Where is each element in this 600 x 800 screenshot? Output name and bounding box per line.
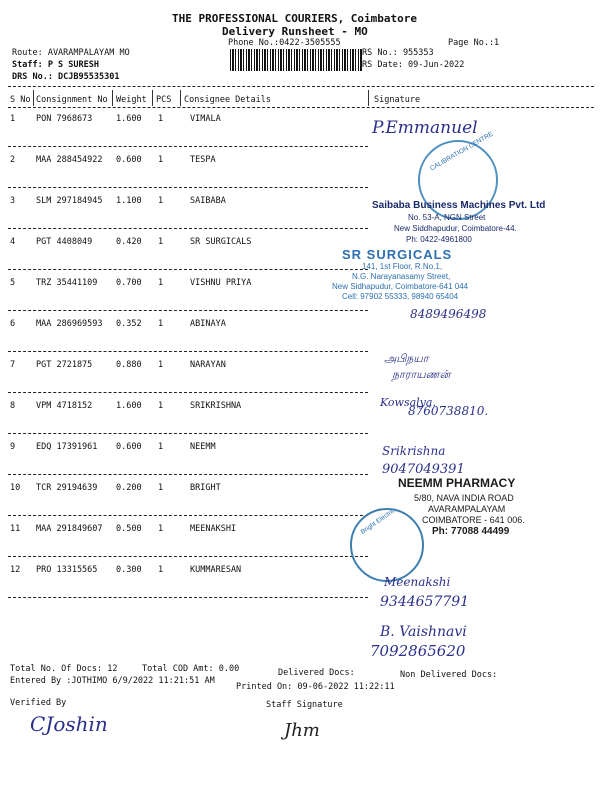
signature-row-5-phone: 8489496498 bbox=[410, 307, 487, 321]
row-divider bbox=[8, 433, 368, 434]
non-delivered-docs: Non Delivered Docs: bbox=[400, 670, 498, 680]
cell-consignment-no: MAA 288454922 bbox=[36, 155, 103, 165]
drs-number: DRS No.: DCJB95535301 bbox=[12, 72, 120, 82]
cell-weight: 0.300 bbox=[116, 565, 142, 575]
printed-on: Printed On: 09-06-2022 11:22:11 bbox=[236, 682, 395, 692]
total-docs: Total No. Of Docs: 12 bbox=[10, 664, 118, 674]
row-divider bbox=[8, 310, 368, 311]
cell-consignment-no: TCR 29194639 bbox=[36, 483, 98, 493]
saibaba-stamp-line: No. 53-A, NGN Street bbox=[408, 213, 486, 222]
signature-row-6: அபிநயா bbox=[384, 352, 429, 365]
col-consignment: Consignment No bbox=[36, 95, 108, 105]
neemm-stamp-title: NEEMM PHARMACY bbox=[398, 476, 516, 490]
cell-consignee: BRIGHT bbox=[190, 483, 221, 493]
cell-sno: 3 bbox=[10, 196, 16, 206]
cell-weight: 1.600 bbox=[116, 114, 142, 124]
cell-weight: 0.352 bbox=[116, 319, 142, 329]
row-divider bbox=[8, 228, 368, 229]
cell-sno: 10 bbox=[10, 483, 21, 493]
cell-weight: 1.600 bbox=[116, 401, 142, 411]
cell-sno: 5 bbox=[10, 278, 16, 288]
staff-signature-label: Staff Signature bbox=[266, 700, 343, 710]
row-divider bbox=[8, 556, 368, 557]
cell-pcs: 1 bbox=[158, 483, 164, 493]
col-sep bbox=[33, 90, 34, 106]
signature-row-8-phone: 9047049391 bbox=[382, 462, 465, 477]
signature-row-8: Srikrishna bbox=[382, 444, 446, 458]
cell-sno: 12 bbox=[10, 565, 21, 575]
staff-signature: Jhm bbox=[284, 720, 320, 741]
signature-row-11: Meenakshi bbox=[384, 575, 451, 589]
cell-pcs: 1 bbox=[158, 524, 164, 534]
row-divider bbox=[8, 187, 368, 188]
signature-row-7: Kowsalya. bbox=[380, 396, 436, 409]
cell-weight: 0.700 bbox=[116, 278, 142, 288]
route: Route: AVARAMPALAYAM MO bbox=[12, 48, 130, 58]
sr-surgicals-stamp-title: SR SURGICALS bbox=[342, 247, 453, 262]
cell-consignee: SRIKRISHNA bbox=[190, 401, 242, 411]
row-divider bbox=[8, 515, 368, 516]
verified-signature: CJoshin bbox=[30, 712, 108, 736]
rs-number: RS No.: 955353 bbox=[362, 48, 434, 58]
divider bbox=[8, 86, 594, 87]
cell-pcs: 1 bbox=[158, 360, 164, 370]
company-name: THE PROFESSIONAL COURIERS, Coimbatore bbox=[172, 12, 418, 25]
cell-sno: 2 bbox=[10, 155, 16, 165]
cell-consignee: VISHNU PRIYA bbox=[190, 278, 252, 288]
neemm-stamp-line: AVARAMPALAYAM bbox=[428, 504, 506, 514]
sr-surgicals-stamp-line: N.G. Narayanasamy Street, bbox=[352, 272, 451, 281]
neemm-stamp-line: 5/80, NAVA INDIA ROAD bbox=[414, 493, 514, 503]
cell-weight: 0.880 bbox=[116, 360, 142, 370]
cell-consignment-no: SLM 297184945 bbox=[36, 196, 103, 206]
phone-number: Phone No.:0422-3505555 bbox=[228, 38, 341, 48]
cell-consignee: SAIBABA bbox=[190, 196, 226, 206]
saibaba-stamp-line: Saibaba Business Machines Pvt. Ltd bbox=[372, 200, 546, 211]
calibration-stamp: CALIBRATION CENTRE bbox=[418, 140, 498, 220]
cell-pcs: 1 bbox=[158, 278, 164, 288]
row-divider bbox=[8, 269, 368, 270]
col-pcs: PCS bbox=[156, 95, 172, 105]
cell-sno: 11 bbox=[10, 524, 21, 534]
divider bbox=[8, 107, 594, 108]
cell-weight: 0.200 bbox=[116, 483, 142, 493]
sr-surgicals-stamp-line: Cell: 97902 55333, 98940 65404 bbox=[342, 292, 459, 301]
signature-row-12: B. Vaishnavi bbox=[380, 624, 467, 640]
cell-sno: 9 bbox=[10, 442, 16, 452]
cell-sno: 8 bbox=[10, 401, 16, 411]
signature-row-11-phone: 9344657791 bbox=[380, 594, 470, 610]
cell-pcs: 1 bbox=[158, 114, 164, 124]
cell-weight: 0.600 bbox=[116, 442, 142, 452]
saibaba-stamp-line: Ph: 0422-4961800 bbox=[406, 235, 472, 244]
cell-weight: 0.600 bbox=[116, 155, 142, 165]
entered-by: Entered By :JOTHIMO 6/9/2022 11:21:51 AM bbox=[10, 676, 215, 686]
cell-sno: 1 bbox=[10, 114, 16, 124]
neemm-stamp-line: Ph: 77088 44499 bbox=[432, 526, 510, 537]
col-signature: Signature bbox=[374, 95, 421, 105]
cell-consignee: MEENAKSHI bbox=[190, 524, 237, 534]
col-weight: Weight bbox=[116, 95, 147, 105]
cell-weight: 1.100 bbox=[116, 196, 142, 206]
cell-pcs: 1 bbox=[158, 196, 164, 206]
cell-pcs: 1 bbox=[158, 237, 164, 247]
row-divider bbox=[8, 474, 368, 475]
barcode bbox=[230, 49, 362, 71]
col-consignee: Consignee Details bbox=[184, 95, 271, 105]
signature-row-6b: நாராயணன் bbox=[392, 368, 451, 381]
col-sep bbox=[368, 90, 369, 106]
cell-consignee: ABINAYA bbox=[190, 319, 226, 329]
cell-pcs: 1 bbox=[158, 442, 164, 452]
cell-consignment-no: VPM 4718152 bbox=[36, 401, 93, 411]
sr-surgicals-stamp-line: 141, 1st Floor, R.No.1, bbox=[362, 262, 443, 271]
cell-weight: 0.500 bbox=[116, 524, 142, 534]
document-title: Delivery Runsheet - MO bbox=[222, 25, 368, 38]
cell-consignment-no: PGT 4408049 bbox=[36, 237, 93, 247]
cell-consignment-no: EDQ 17391961 bbox=[36, 442, 98, 452]
col-sep bbox=[112, 90, 113, 106]
col-sep bbox=[180, 90, 181, 106]
page-number: Page No.:1 bbox=[448, 38, 500, 48]
cell-sno: 4 bbox=[10, 237, 16, 247]
col-sep bbox=[152, 90, 153, 106]
delivered-docs: Delivered Docs: bbox=[278, 668, 355, 678]
cell-consignee: TESPA bbox=[190, 155, 216, 165]
sr-surgicals-stamp-line: New Sidhapudur, Coimbatore-641 044 bbox=[332, 282, 469, 291]
row-divider bbox=[8, 351, 368, 352]
cell-pcs: 1 bbox=[158, 155, 164, 165]
neemm-stamp-line: COIMBATORE - 641 006. bbox=[422, 515, 525, 525]
signature-row-7-phone: 8760738810. bbox=[408, 404, 489, 418]
cell-weight: 0.420 bbox=[116, 237, 142, 247]
cell-sno: 7 bbox=[10, 360, 16, 370]
verified-by: Verified By bbox=[10, 698, 67, 708]
row-divider bbox=[8, 392, 368, 393]
cell-pcs: 1 bbox=[158, 565, 164, 575]
bright-stamp: Bright Electric bbox=[350, 508, 424, 582]
row-divider bbox=[8, 146, 368, 147]
row-divider bbox=[8, 597, 368, 598]
signature-row-1: P.Emmanuel bbox=[372, 118, 478, 138]
cell-consignee: NEEMM bbox=[190, 442, 216, 452]
cell-consignment-no: PON 7968673 bbox=[36, 114, 93, 124]
rs-date: RS Date: 09-Jun-2022 bbox=[362, 60, 465, 70]
cell-consignee: KUMMARESAN bbox=[190, 565, 242, 575]
cell-consignee: VIMALA bbox=[190, 114, 221, 124]
cell-consignment-no: TRZ 35441109 bbox=[36, 278, 98, 288]
cell-consignment-no: MAA 286969593 bbox=[36, 319, 103, 329]
col-sno: S No bbox=[10, 95, 31, 105]
cell-consignment-no: MAA 291849607 bbox=[36, 524, 103, 534]
staff: Staff: P S SURESH bbox=[12, 60, 99, 70]
cell-consignment-no: PGT 2721875 bbox=[36, 360, 93, 370]
cell-consignment-no: PRO 13315565 bbox=[36, 565, 98, 575]
cell-sno: 6 bbox=[10, 319, 16, 329]
cell-consignee: NARAYAN bbox=[190, 360, 226, 370]
signature-row-12-phone: 7092865620 bbox=[370, 642, 466, 660]
cell-pcs: 1 bbox=[158, 401, 164, 411]
saibaba-stamp-line: New Siddhapudur, Coimbatore-44. bbox=[394, 224, 517, 233]
total-cod: Total COD Amt: 0.00 bbox=[142, 664, 240, 674]
cell-consignee: SR SURGICALS bbox=[190, 237, 252, 247]
cell-pcs: 1 bbox=[158, 319, 164, 329]
